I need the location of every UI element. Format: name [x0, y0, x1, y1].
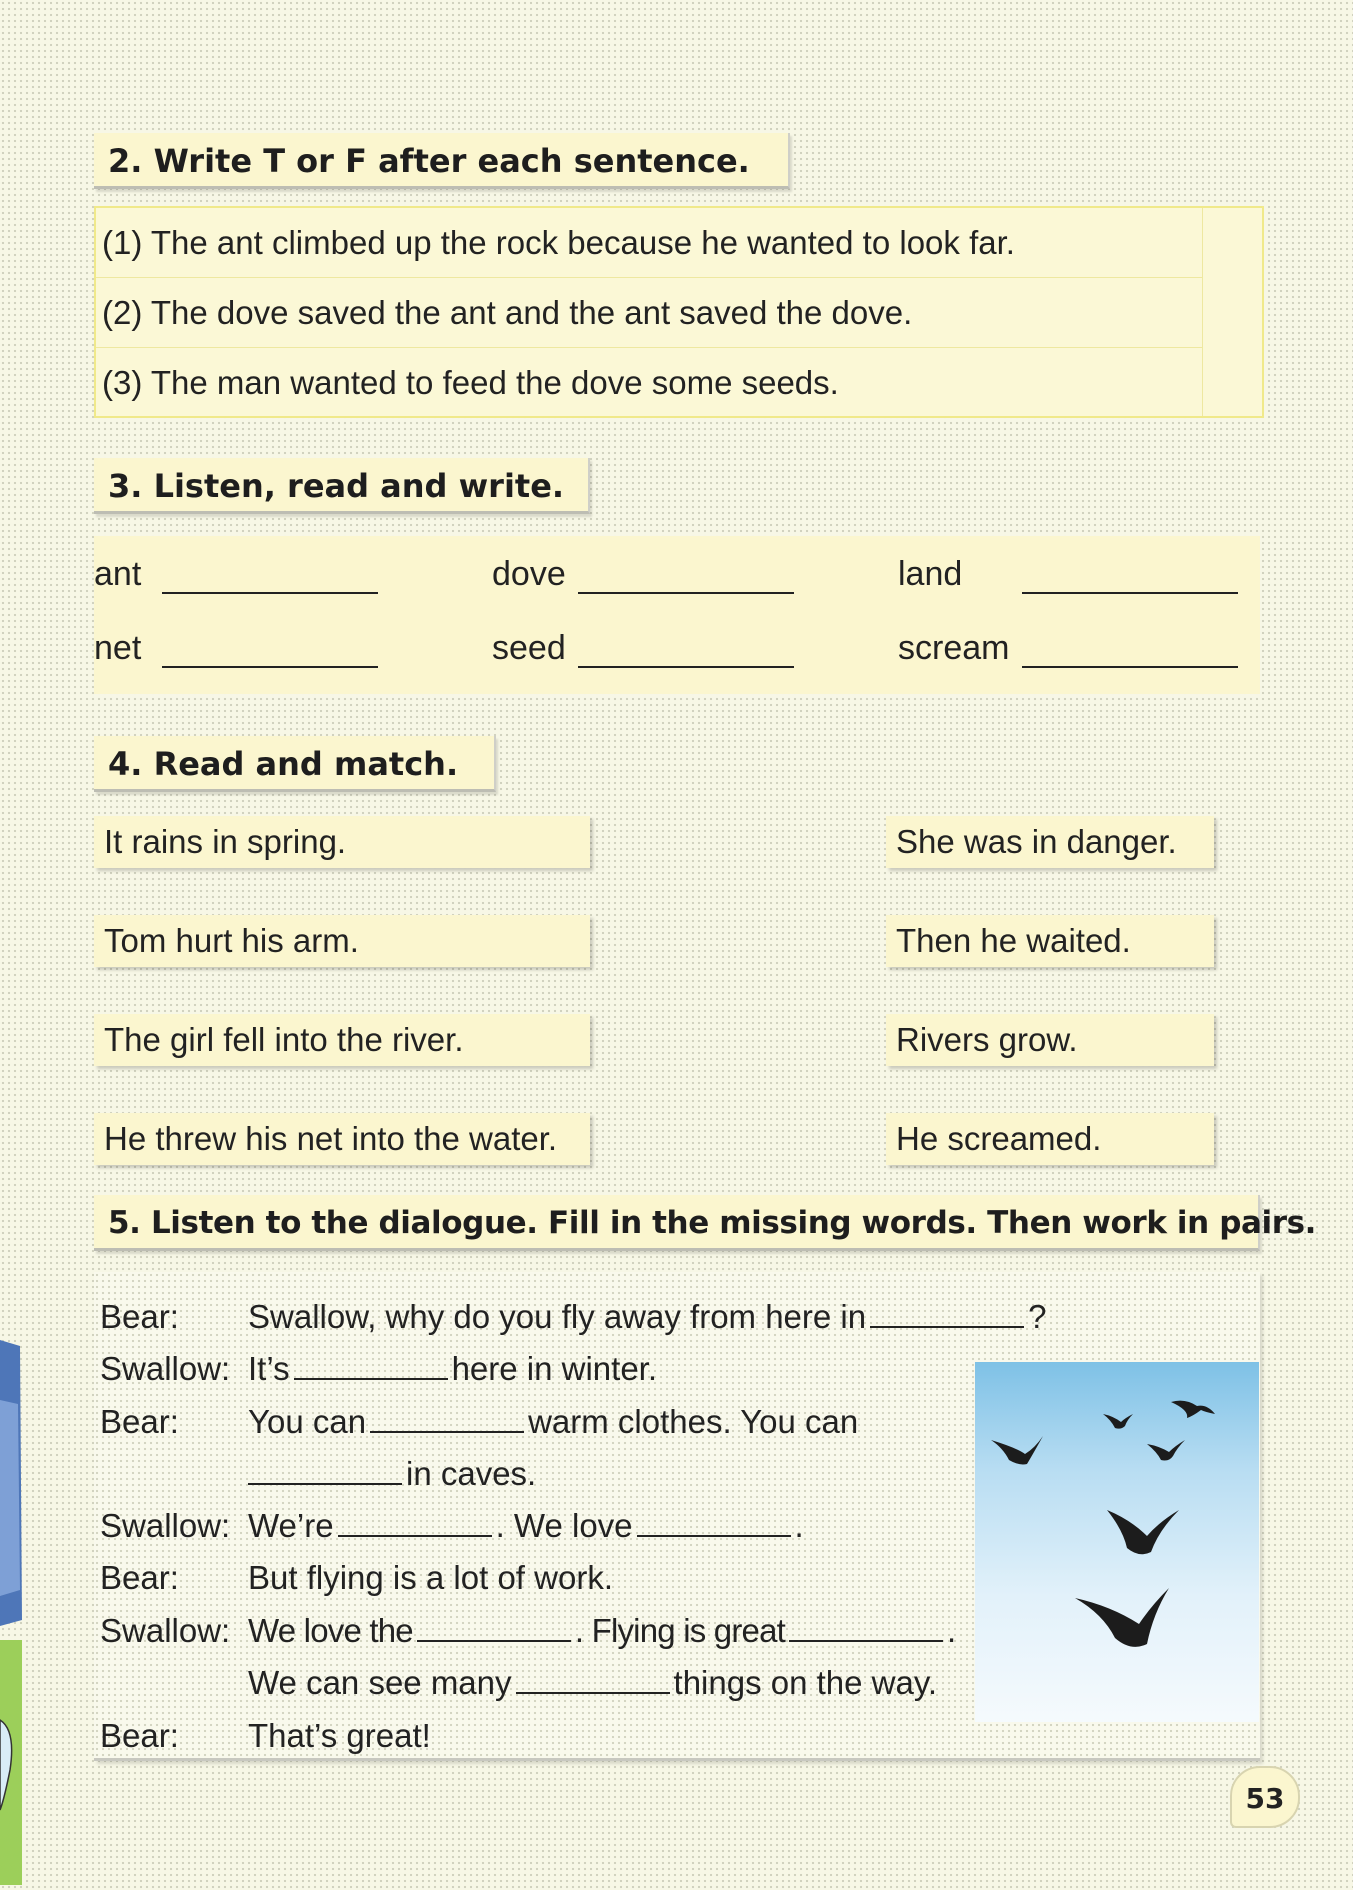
blank-2[interactable] — [294, 1352, 448, 1380]
section-3-heading: 3. Listen, read and write. — [94, 458, 590, 514]
speaker-bear: Bear: — [100, 1559, 179, 1596]
word-ant: ant — [94, 555, 142, 593]
line-8-text — [248, 1663, 937, 1703]
blank-5[interactable] — [338, 1509, 492, 1537]
line-9-text: That’s great! — [248, 1717, 431, 1754]
line-8-part-a: We can see many — [248, 1664, 512, 1701]
word-writing-panel — [94, 536, 1260, 694]
word-net: net — [94, 629, 142, 667]
speaker-bear: Bear: — [100, 1403, 179, 1440]
line-7-part-a: We love the — [248, 1612, 413, 1649]
blank-seed[interactable] — [578, 666, 794, 668]
line-1-part-b: ? — [1028, 1298, 1047, 1335]
blank-1[interactable] — [870, 1300, 1024, 1328]
line-5-part-b: . We love — [495, 1507, 633, 1544]
blank-4[interactable] — [248, 1457, 402, 1485]
tf-answer-column[interactable] — [1202, 208, 1263, 416]
blank-ant[interactable] — [162, 592, 378, 594]
blank-land[interactable] — [1022, 592, 1238, 594]
blank-dove[interactable] — [578, 592, 794, 594]
blank-8[interactable] — [789, 1614, 943, 1642]
line-3-part-a: You can — [248, 1403, 367, 1440]
line-8-part-b: things on the way. — [673, 1664, 938, 1701]
section-5-heading: 5. Listen to the dialogue. Fill in the missing words. Then work in pairs. — [94, 1195, 1260, 1251]
match-right-1[interactable]: She was in danger. — [886, 816, 1214, 868]
tf-sentence-1: (1) The ant climbed up the rock because he wanted to look far. — [96, 208, 1202, 278]
line-1-text — [248, 1297, 1046, 1337]
speaker-swallow: Swallow: — [100, 1507, 231, 1544]
match-left-3[interactable]: The girl fell into the river. — [94, 1014, 590, 1066]
line-2-part-b: here in winter. — [451, 1350, 658, 1387]
word-scream: scream — [898, 629, 1010, 667]
side-decoration — [0, 1340, 24, 1885]
line-4-text — [248, 1454, 536, 1494]
page-number: 53 — [1230, 1766, 1300, 1828]
line-2-part-a: It’s — [248, 1350, 290, 1387]
speaker-swallow: Swallow: — [100, 1612, 231, 1649]
blank-9[interactable] — [516, 1666, 670, 1694]
match-left-4[interactable]: He threw his net into the water. — [94, 1113, 590, 1165]
tf-sentence-2: (2) The dove saved the ant and the ant saved the dove. — [96, 278, 1202, 348]
line-2-text — [248, 1349, 657, 1389]
flying-birds-illustration — [975, 1362, 1259, 1722]
match-right-2[interactable]: Then he waited. — [886, 915, 1214, 967]
word-land: land — [898, 555, 963, 593]
tf-sentence-3: (3) The man wanted to feed the dove some seeds. — [102, 364, 839, 401]
blank-7[interactable] — [417, 1614, 571, 1642]
blank-6[interactable] — [637, 1509, 791, 1537]
match-right-4[interactable]: He screamed. — [886, 1113, 1214, 1165]
speaker-swallow: Swallow: — [100, 1350, 231, 1387]
match-left-2[interactable]: Tom hurt his arm. — [94, 915, 590, 967]
line-7-part-c: . — [947, 1612, 956, 1649]
line-5-part-a: We’re — [248, 1507, 334, 1544]
birds-icon — [975, 1362, 1259, 1722]
line-5-text — [248, 1506, 804, 1546]
line-4-part-b: in caves. — [406, 1455, 537, 1492]
line-3-part-b: warm clothes. You can — [528, 1403, 859, 1440]
line-1-part-a: Swallow, why do you fly away from here in — [248, 1298, 867, 1335]
match-left-1[interactable]: It rains in spring. — [94, 816, 590, 868]
line-3-text — [248, 1402, 858, 1442]
speaker-bear: Bear: — [100, 1298, 179, 1335]
section-4-heading: 4. Read and match. — [94, 736, 496, 792]
side-decoration-icon — [0, 1340, 24, 1885]
blank-scream[interactable] — [1022, 666, 1238, 668]
speaker-bear: Bear: — [100, 1717, 179, 1754]
match-right-3[interactable]: Rivers grow. — [886, 1014, 1214, 1066]
section-2-heading: 2. Write T or F after each sentence. — [94, 133, 790, 189]
blank-net[interactable] — [162, 666, 378, 668]
line-7-text — [248, 1611, 955, 1651]
word-seed: seed — [492, 629, 566, 667]
line-7-part-b: . Flying is great — [574, 1612, 786, 1649]
word-dove: dove — [492, 555, 566, 593]
line-5-part-c: . — [794, 1507, 804, 1544]
blank-3[interactable] — [370, 1405, 524, 1433]
line-6-text: But flying is a lot of work. — [248, 1559, 613, 1596]
true-false-table — [94, 206, 1264, 418]
